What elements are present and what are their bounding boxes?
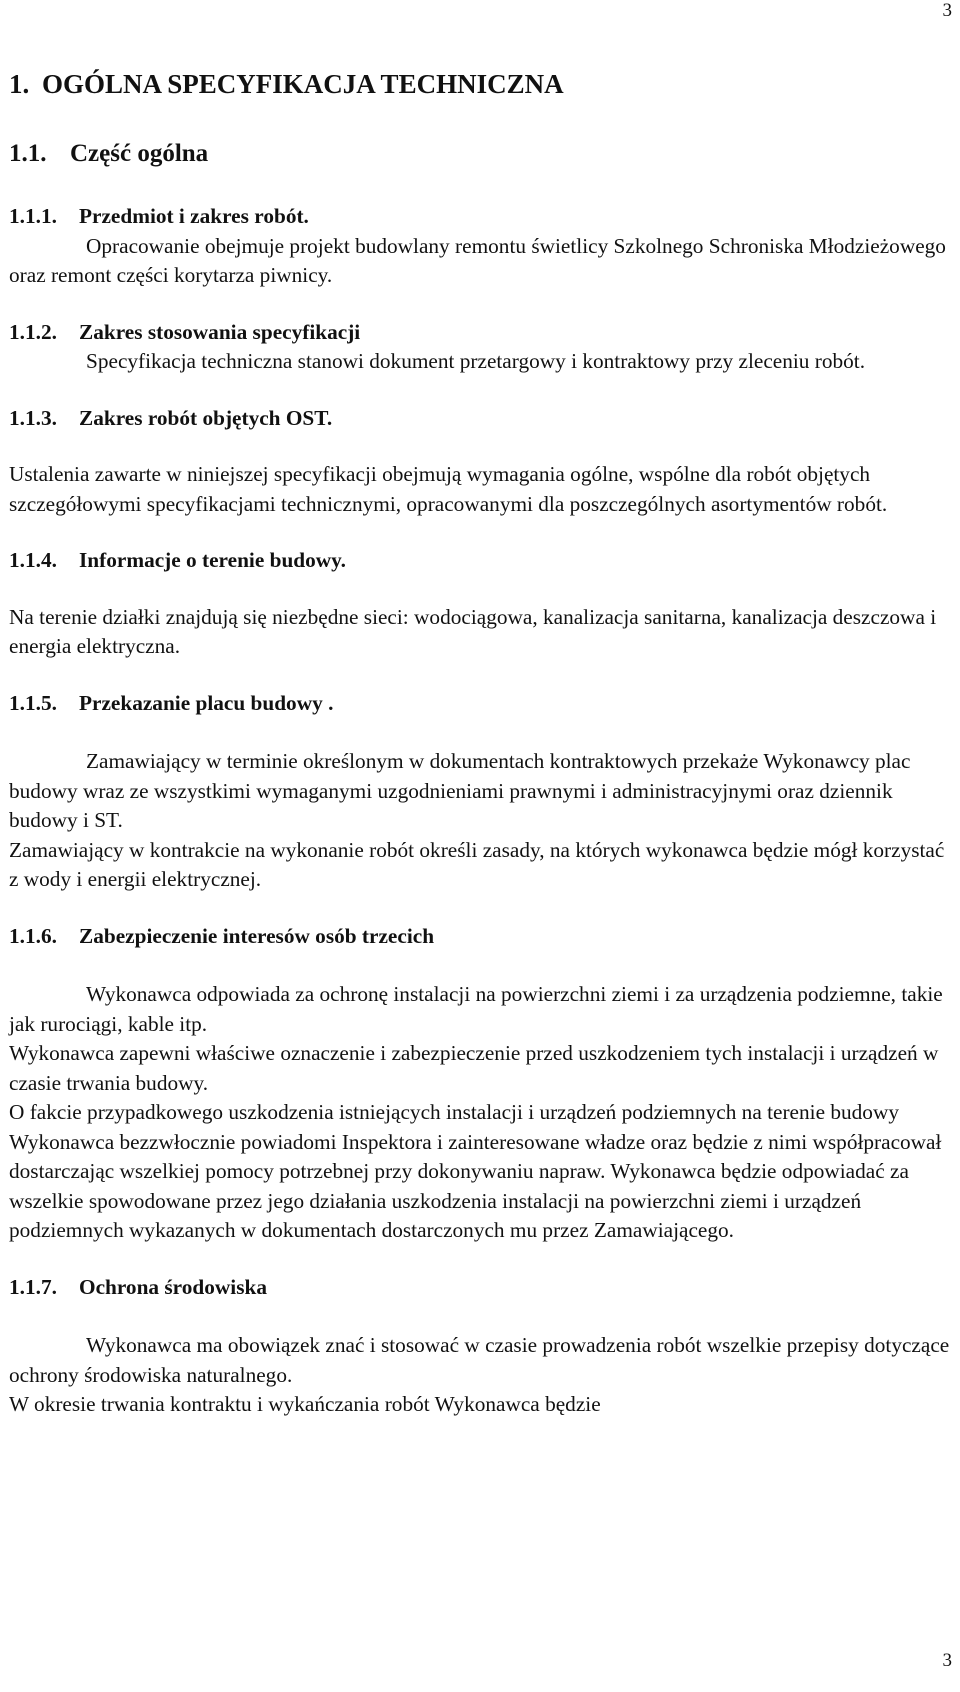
section-number: 1.1.4.	[9, 548, 57, 572]
section-paragraph: Specyfikacja techniczna stanowi dokument przetargowy i kontraktowy przy zleceniu robót.	[86, 349, 866, 373]
section-paragraph: Wykonawca odpowiada za ochronę instalacji na powierzchni ziemi i za urządzenia podziemne, takie jak rurociągi, kable itp.	[9, 982, 943, 1036]
section-paragraph: Opracowanie obejmuje projekt budowlany remontu świetlicy Szkolnego Schroniska Młodzieżowego oraz remont części korytarza piwnicy.	[9, 233, 946, 287]
section-heading-1-1-7	[9, 1273, 954, 1303]
page-number-top: 3	[942, 0, 952, 21]
section-number: 1.1.3.	[9, 405, 57, 430]
section-heading-1-1-2	[9, 318, 954, 348]
section-number: 1.1.1.	[9, 204, 57, 228]
section-title: Przedmiot i zakres robót.	[79, 204, 309, 228]
section-heading-1-1-4	[9, 546, 954, 576]
section-paragraph: Wykonawca ma obowiązek znać i stosować w czasie prowadzenia robót wszelkie przepisy dotyczące ochrony środowiska naturalnego.	[9, 1333, 950, 1387]
heading-2-text: Część ogólna	[70, 140, 209, 167]
section-title: Zabezpieczenie interesów osób trzecich	[79, 923, 435, 948]
heading-1	[9, 68, 954, 100]
section-heading-1-1-1	[9, 202, 954, 232]
section-heading-1-1-3	[9, 404, 954, 434]
section-number: 1.1.7.	[9, 1274, 57, 1299]
page-number-bottom: 3	[942, 1650, 952, 1671]
section-title: Przekazanie placu budowy .	[79, 690, 334, 715]
section-paragraph: Zamawiający w kontrakcie na wykonanie robót określi zasady, na których wykonawca będzie mógł korzystać z wody i energii elektrycznej.	[9, 837, 945, 891]
heading-1-number: 1.	[9, 69, 30, 99]
section-number: 1.1.6.	[9, 923, 57, 948]
heading-2	[9, 138, 954, 170]
heading-1-text: OGÓLNA SPECYFIKACJA TECHNICZNA	[42, 69, 564, 99]
section-paragraph: Wykonawca zapewni właściwe oznaczenie i zabezpieczenie przed uszkodzeniem tych instalacji i urządzeń w czasie trwania budowy.	[9, 1041, 939, 1095]
section-number: 1.1.2.	[9, 319, 57, 344]
section-paragraph: Ustalenia zawarte w niniejszej specyfikacji obejmują wymagania ogólne, wspólne dla robót objętych szczegółowymi specyfikacjami technicznymi, opracowanymi dla poszczególnych asortymentów robót.	[9, 462, 888, 516]
section-paragraph: Zamawiający w terminie określonym w dokumentach kontraktowych przekaże Wykonawcy plac budowy wraz ze wszystkimi wymaganymi uzgodnieniami prawnymi i administracyjnymi oraz dziennik budowy i ST.	[9, 749, 911, 832]
section-paragraph: O fakcie przypadkowego uszkodzenia istniejących instalacji i urządzeń podziemnych na terenie budowy Wykonawca bezzwłocznie powiadomi Inspektora i zainteresowane władze oraz będzie z nimi współpracował dostarczając wszelkiej pomocy potrzebnej przy dokonywaniu napraw. Wykonawca będzie odpowiadać za wszelkie spowodowane przez jego działania uszkodzenia instalacji na powierzchni ziemi i urządzeń podziemnych wykazanych w dokumentach dostarczonych mu przez Zamawiającego.	[9, 1100, 942, 1242]
section-heading-1-1-6	[9, 922, 954, 952]
section-number: 1.1.5.	[9, 690, 57, 715]
heading-2-number: 1.1.	[9, 140, 47, 167]
section-title: Informacje o terenie budowy.	[79, 548, 346, 572]
section-paragraph: W okresie trwania kontraktu i wykańczania robót Wykonawca będzie	[9, 1392, 601, 1416]
section-heading-1-1-5	[9, 689, 954, 719]
section-title: Zakres robót objętych OST.	[79, 405, 333, 430]
document-body	[9, 68, 954, 1420]
section-title: Ochrona środowiska	[79, 1274, 267, 1299]
section-title: Zakres stosowania specyfikacji	[79, 319, 361, 344]
section-paragraph: Na terenie działki znajdują się niezbędne sieci: wodociągowa, kanalizacja sanitarna, kanalizacja deszczowa i energia elektryczna.	[9, 604, 937, 658]
